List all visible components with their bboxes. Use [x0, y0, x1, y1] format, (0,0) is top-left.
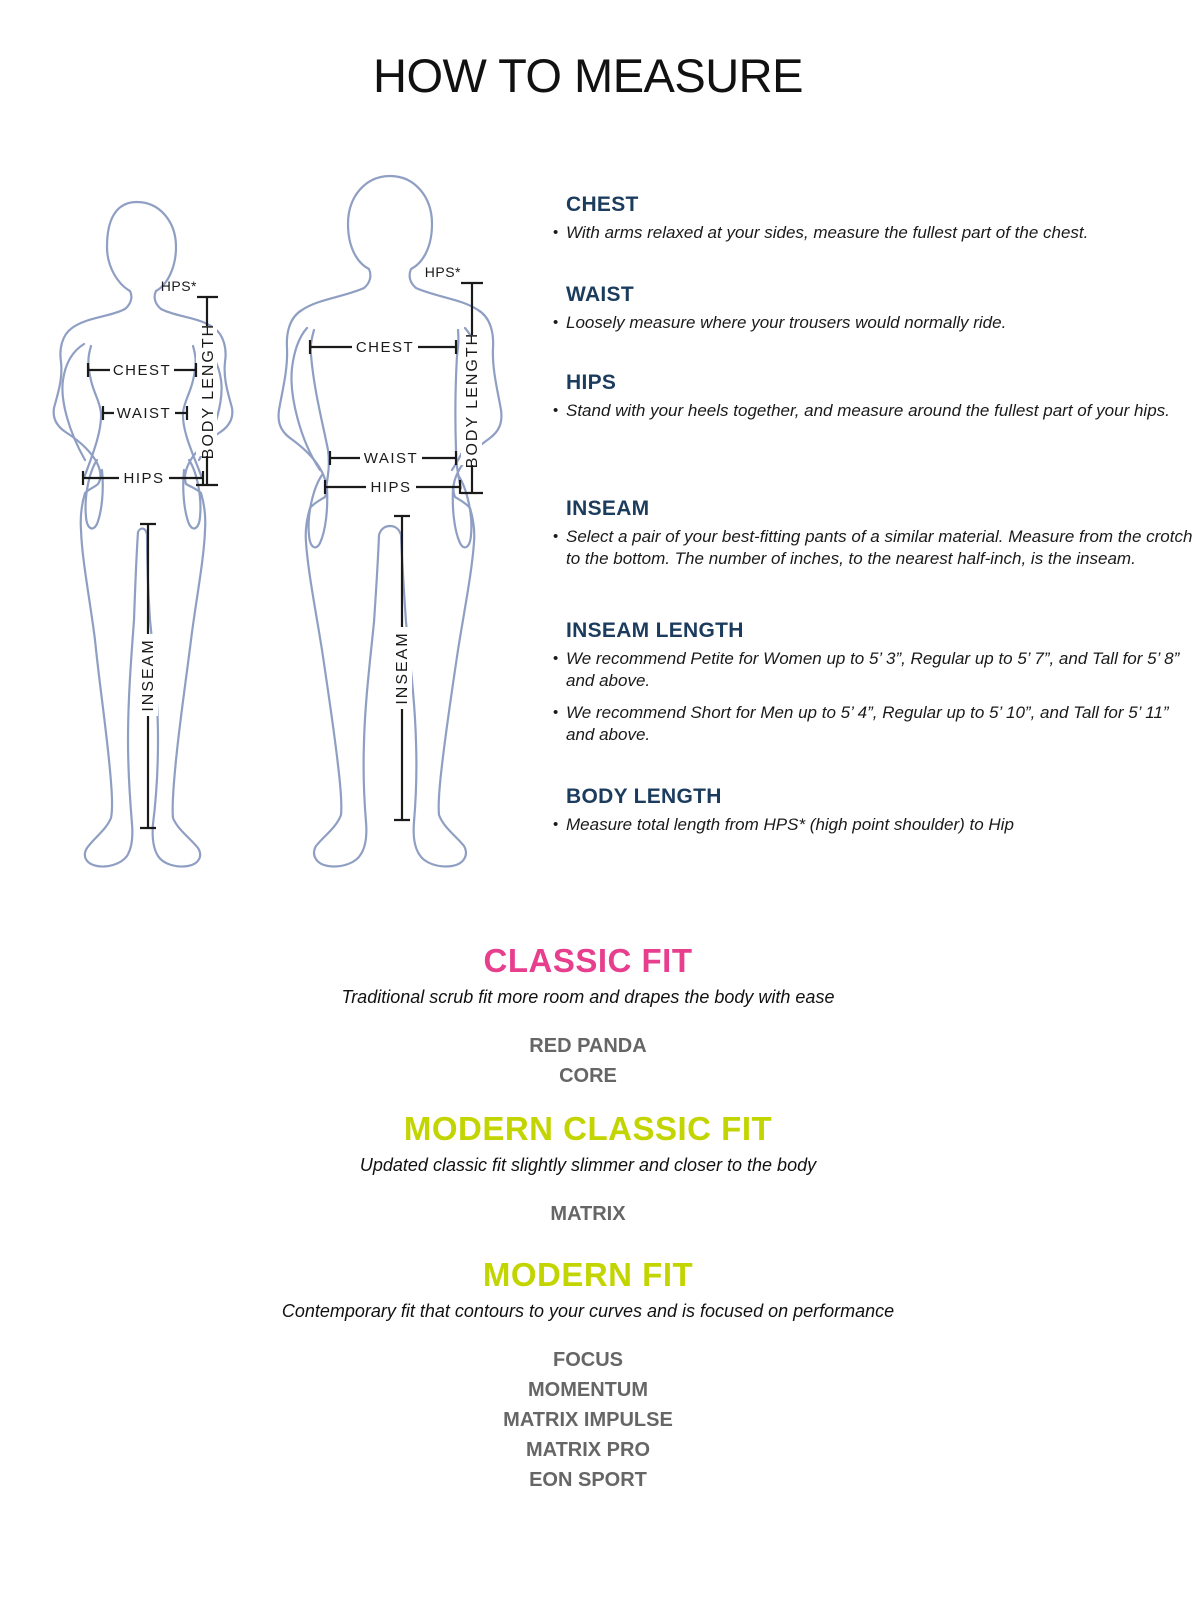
product-name: RED PANDA [529, 1035, 647, 1057]
fit-classic-subtitle: Traditional scrub fit more room and drapes the body with ease [341, 987, 835, 1007]
bullet-text: Measure total length from HPS* (high point shoulder) to Hip [566, 815, 1014, 834]
section-waist-heading: WAIST [566, 283, 634, 306]
female-waist-label: WAIST [116, 405, 172, 422]
product-name: MATRIX IMPULSE [503, 1409, 673, 1431]
fit-modern-classic-heading: MODERN CLASSIC FIT [403, 1110, 773, 1147]
section-body-length-bullet [553, 814, 1193, 836]
measurement-diagram [0, 150, 540, 910]
female-torso-side-left [84, 346, 101, 478]
section-body-length-heading: BODY LENGTH [566, 785, 722, 808]
female-hps-label: HPS* [160, 278, 197, 294]
male-inner-arm-left [292, 328, 320, 470]
page-title: HOW TO MEASURE [373, 49, 803, 102]
fit-modern-heading: MODERN FIT [482, 1256, 694, 1293]
section-inseam-bullet [553, 526, 1193, 571]
product-name: MATRIX PRO [525, 1439, 651, 1461]
fit-classic-heading: CLASSIC FIT [483, 942, 693, 979]
bullet-marker: • [553, 402, 559, 419]
section-inseam-length [553, 619, 1193, 756]
section-inseam-heading: INSEAM [566, 497, 650, 520]
male-torso-side-left [311, 330, 329, 488]
fit-modern-classic [0, 1110, 1176, 1229]
product-name: MATRIX [550, 1203, 626, 1225]
bullet-text: Loosely measure where your trousers would normally ride. [566, 313, 1007, 332]
fit-modern [0, 1256, 1176, 1495]
bullet-marker: • [553, 224, 559, 241]
section-inseam [553, 497, 1193, 580]
male-figure-outline [279, 176, 502, 866]
female-body-length-label: BODY LENGTH [200, 322, 217, 460]
female-measurements [83, 278, 218, 828]
male-waist-label: WAIST [363, 450, 419, 467]
female-figure-outline [54, 202, 233, 867]
fit-modern-classic-products [0, 1199, 1176, 1229]
section-waist [553, 283, 1193, 343]
section-hips-heading: HIPS [566, 371, 617, 394]
product-name: MOMENTUM [528, 1379, 648, 1401]
bullet-text: Stand with your heels together, and measure around the fullest part of your hips. [566, 401, 1170, 420]
section-inseam-length-bullet-2 [553, 702, 1193, 747]
fit-classic-products [0, 1031, 1176, 1091]
section-body-length [553, 785, 1193, 845]
section-chest [553, 193, 1193, 253]
female-inseam-label: INSEAM [140, 638, 157, 712]
product-name: EON SPORT [529, 1469, 647, 1491]
bullet-marker: • [553, 528, 559, 545]
section-inseam-length-bullet-1 [553, 648, 1193, 693]
female-hips-label: HIPS [123, 470, 165, 487]
product-name: FOCUS [553, 1349, 623, 1371]
fit-modern-subtitle: Contemporary fit that contours to your curves and is focused on performance [281, 1301, 895, 1321]
male-silhouette [279, 176, 502, 866]
fit-modern-classic-subtitle: Updated classic fit slightly slimmer and closer to the body [359, 1155, 817, 1175]
section-hips-bullet [553, 400, 1193, 422]
male-body-length-label: BODY LENGTH [464, 331, 481, 469]
male-hps-label: HPS* [424, 264, 461, 280]
section-chest-bullet [553, 222, 1193, 244]
bullet-text: Select a pair of your best-fitting pants of a similar material. Measure from the crotch to the bottom. The number of inches, to the nearest half-inch, is the inseam. [566, 527, 1193, 569]
male-hips-label: HIPS [370, 479, 412, 496]
male-chest-label: CHEST [355, 339, 415, 356]
male-hand-right [453, 475, 472, 547]
bullet-marker: • [553, 703, 559, 721]
section-inseam-length-heading: INSEAM LENGTH [566, 619, 744, 642]
male-inseam-label: INSEAM [394, 631, 411, 705]
female-chest-label: CHEST [112, 362, 172, 379]
fit-classic [0, 942, 1176, 1091]
product-name: CORE [559, 1065, 617, 1087]
section-hips [553, 371, 1193, 431]
bullet-text: We recommend Short for Men up to 5’ 4”, Regular up to 5’ 10”, and Tall for 5’ 11” and above. [566, 702, 1169, 745]
bullet-marker: • [553, 314, 559, 331]
female-silhouette [54, 202, 233, 867]
bullet-marker: • [553, 816, 559, 833]
male-measurements [310, 264, 483, 820]
section-waist-bullet [553, 312, 1193, 334]
fit-modern-products [0, 1345, 1176, 1495]
bullet-text: With arms relaxed at your sides, measure the fullest part of the chest. [566, 223, 1089, 242]
bullet-marker: • [553, 650, 559, 667]
bullet-text: We recommend Petite for Women up to 5’ 3”, Regular up to 5’ 7”, and Tall for 5’ 8” and above. [566, 649, 1180, 691]
section-chest-heading: CHEST [566, 193, 639, 216]
